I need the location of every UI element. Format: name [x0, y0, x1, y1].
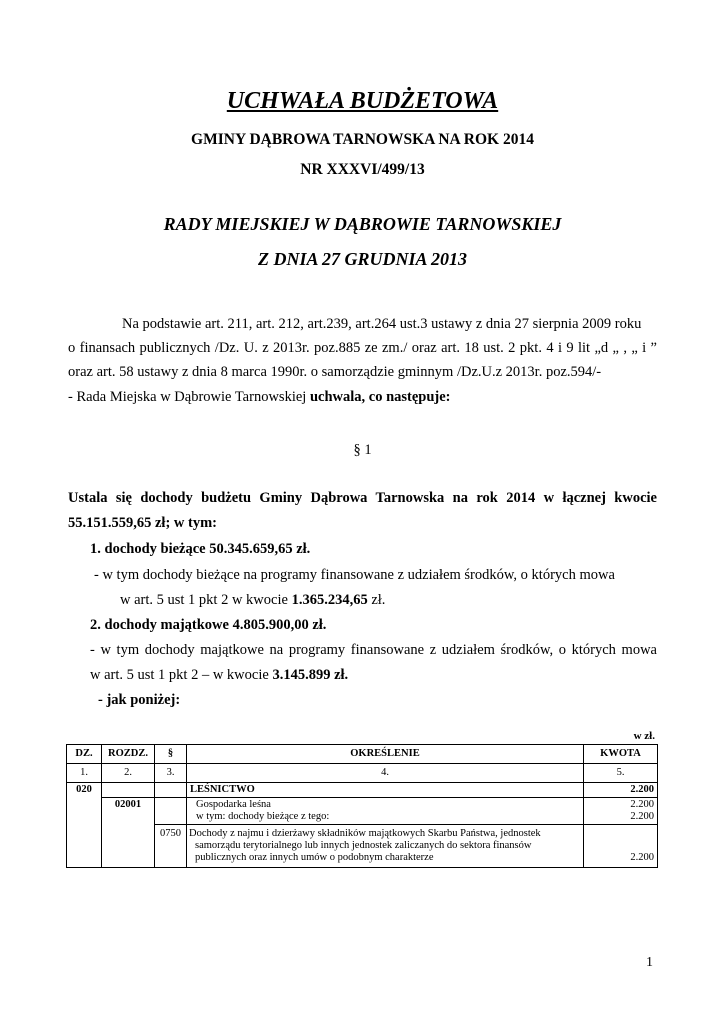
preamble-line-3: oraz art. 58 ustawy z dnia 8 marca 1990r. o samorządzie gminnym /Dz.U.z 2013r. poz.594/- [68, 364, 602, 380]
current-income-sub-line-2 [120, 592, 385, 609]
rozdzial-amount-total: 2.200 [630, 799, 654, 810]
capital-income-item: 2. dochody majątkowe 4.805.900,00 zł. [90, 617, 327, 633]
table-column-numbers-row [67, 764, 658, 783]
header-description: OKREŚLENIE [187, 745, 584, 764]
current-income-sub-amount: 1.365.234,65 [291, 592, 368, 608]
preamble-line-4-text: - Rada Miejska w Dąbrowie Tarnowskiej [68, 389, 310, 405]
dzial-rozdz-empty [102, 783, 155, 798]
council-name: RADY MIEJSKIEJ W DĄBROWIE TARNOWSKIEJ [163, 214, 562, 234]
capital-income-sub-line-1: - w tym dochody majątkowe na programy finansowane z udziałem środków, o których mowa [90, 642, 657, 658]
dzial-paragraph-empty [155, 783, 187, 798]
resolution-date: Z DNIA 27 GRUDNIA 2013 [257, 249, 468, 269]
column-number-2: 2. [102, 764, 155, 783]
column-number-5: 5. [584, 764, 658, 783]
rozdzial-amount-current: 2.200 [630, 811, 654, 822]
column-number-3: 3. [155, 764, 187, 783]
preamble-line-2: o finansach publicznych /Dz. U. z 2013r. poz.885 ze zm./ oraz art. 18 ust. 2 pkt. 4 i 9 lit „d „ , „ i ” [68, 340, 657, 356]
paragraf-description-line-1: Dochody z najmu i dzierżawy składników majątkowych Skarbu Państwa, jednostek [189, 828, 541, 839]
current-income-item: 1. dochody bieżące 50.345.659,65 zł. [90, 541, 311, 557]
table-header-row [67, 745, 658, 764]
header-dz: DZ. [67, 745, 102, 764]
dzial-amount: 2.200 [584, 783, 658, 798]
paragraf-description [187, 825, 584, 868]
preamble-line-1: Na podstawie art. 211, art. 212, art.239, art.264 ust.3 ustawy z dnia 27 sierpnia 2009 roku [122, 316, 642, 332]
preamble-line-4 [68, 389, 451, 406]
closing-phrase: - jak poniżej: [98, 692, 181, 708]
rozdzial-paragraph-empty [155, 798, 187, 825]
rozdzial-amounts [584, 798, 658, 825]
capital-income-sub-text: w art. 5 ust 1 pkt 2 – w kwocie [90, 667, 273, 683]
paragraf-code: 0750 [155, 825, 187, 868]
table-row-dzial [67, 783, 658, 798]
preamble-enact-phrase: uchwala, co następuje: [309, 389, 451, 405]
rozdzial-code: 02001 [102, 798, 155, 868]
rozdzial-name-line-2: w tym: dochody bieżące z tego: [196, 811, 330, 822]
current-income-sub-currency: zł. [367, 592, 386, 608]
header-paragraph: § [155, 745, 187, 764]
rozdzial-name-line-1: Gospodarka leśna [196, 799, 271, 810]
section-symbol: § 1 [353, 442, 372, 458]
document-title: UCHWAŁA BUDŻETOWA [226, 88, 499, 114]
dzial-code: 020 [67, 783, 102, 868]
dzial-name: LEŚNICTWO [187, 783, 584, 798]
paragraf-description-line-2: samorządu terytorialnego lub innych jednostek zaliczanych do sektora finansów [195, 840, 532, 851]
income-intro-line-1: Ustala się dochody budżetu Gminy Dąbrowa Tarnowska na rok 2014 w łącznej kwocie [68, 490, 657, 506]
capital-income-sub-amount: 3.145.899 zł. [272, 667, 349, 683]
resolution-number: NR XXXVI/499/13 [300, 161, 425, 178]
rozdzial-name [187, 798, 584, 825]
paragraf-amount: 2.200 [584, 825, 658, 868]
document-subtitle: GMINY DĄBROWA TARNOWSKA NA ROK 2014 [191, 131, 534, 148]
current-income-sub-line-1: - w tym dochody bieżące na programy finansowane z udziałem środków, o których mowa [94, 567, 615, 583]
table-row-paragraf [67, 825, 658, 868]
column-number-1: 1. [67, 764, 102, 783]
table-row-rozdzial [67, 798, 658, 825]
paragraf-description-line-3: publicznych oraz innych umów o podobnym charakterze [195, 852, 434, 863]
page-number: 1 [646, 955, 653, 970]
income-intro-line-2: 55.151.559,65 zł; w tym: [68, 515, 218, 531]
currency-unit-label: w zł. [633, 730, 655, 742]
capital-income-sub-line-2 [90, 667, 348, 684]
header-amount: KWOTA [584, 745, 658, 764]
current-income-sub-text: w art. 5 ust 1 pkt 2 w kwocie [120, 592, 292, 608]
column-number-4: 4. [187, 764, 584, 783]
header-rozdz: ROZDZ. [102, 745, 155, 764]
budget-table [66, 744, 658, 868]
